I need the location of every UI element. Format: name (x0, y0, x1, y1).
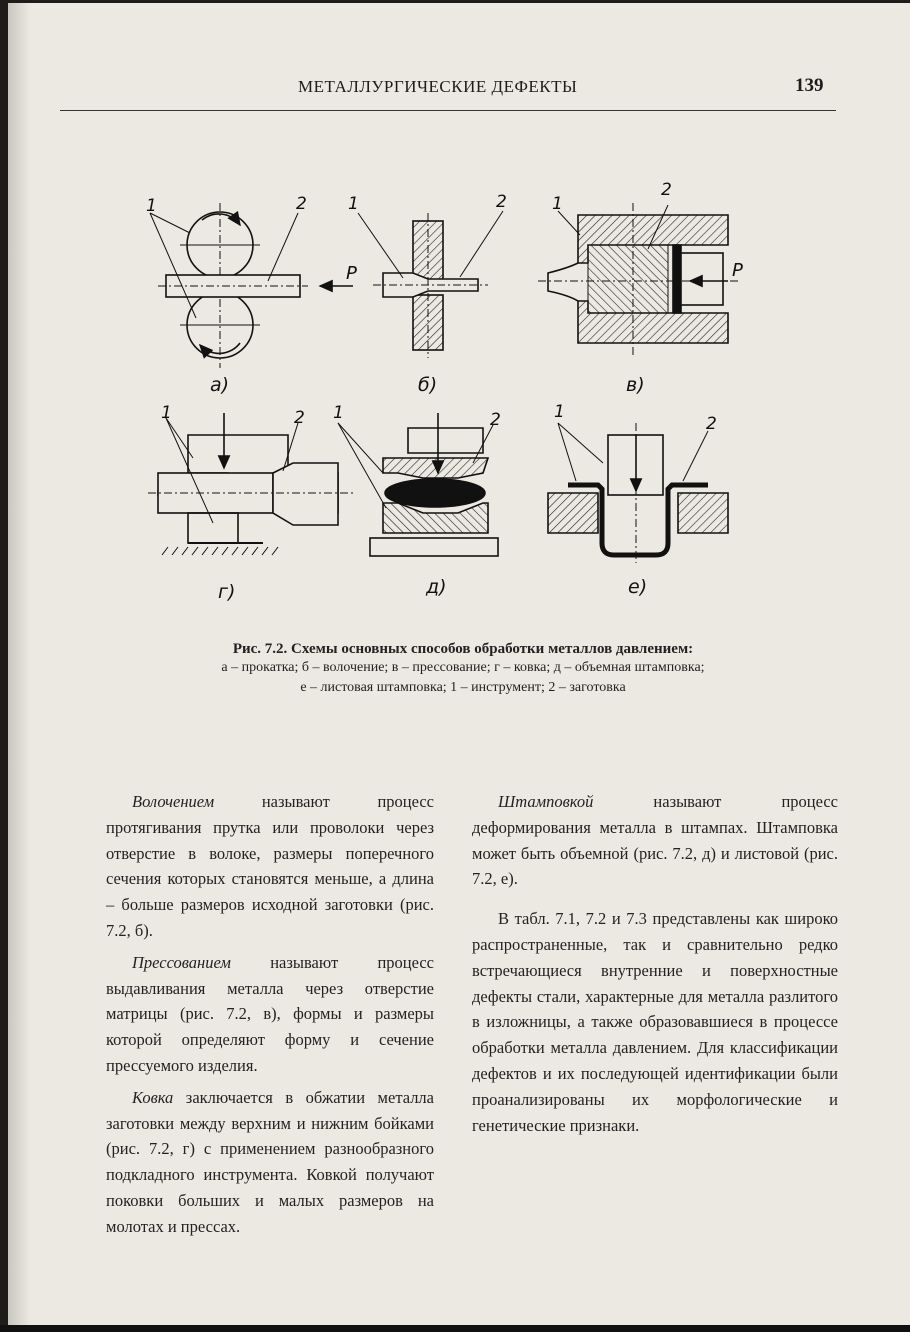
text-drawing: называют процесс протягивания прутка или проволоки через отверстие в волоке, размеры поперечного сечения которых становятся меньше, а длина – больше размеров исходной заготовки (рис. 7.2, б). (106, 792, 434, 940)
callout-2-d: 2 (294, 408, 305, 428)
page-number: 139 (795, 75, 824, 96)
scan-edge (0, 1325, 910, 1332)
paragraph-stamping (472, 789, 838, 892)
callout-1-a: 1 (146, 196, 157, 216)
diagram-rolling (150, 203, 353, 368)
diagram-extrusion (538, 203, 738, 358)
text-forging: заключается в обжатии металла заготовки между верхним и нижним бойками (рис. 7.2, г) с применением разнообразного подкладного инструмента. Ковкой получают поковки больших и малых размеров на молотах и прессах. (106, 1087, 434, 1236)
term-extrusion: Прессованием (132, 952, 231, 972)
callout-2-e: 2 (490, 410, 501, 430)
label-d: г) (218, 581, 236, 603)
callout-1-d: 1 (161, 403, 172, 423)
paragraph-forging (106, 1085, 434, 1240)
book-page (8, 3, 910, 1325)
caption-line-2: е – листовая штамповка; 1 – инструмент; 2 – заготовка (300, 680, 626, 695)
figure-7-2 (128, 173, 748, 613)
label-e: д) (426, 576, 447, 598)
label-f: е) (628, 576, 648, 598)
text-stamping: называют процесс деформирования металла в штампах. Штамповка может быть объемной (рис. 7.2, д) и листовой (рис. 7.2, е). (472, 792, 838, 889)
label-a: а) (210, 374, 230, 396)
callout-1-c: 1 (552, 194, 563, 214)
callout-2-c: 2 (661, 180, 672, 200)
header-rule (60, 110, 836, 111)
term-forging: Ковка (132, 1087, 174, 1107)
term-stamping: Штамповкой (498, 792, 594, 811)
callout-2-f: 2 (706, 414, 717, 434)
term-drawing: Волочением (132, 792, 215, 811)
text-extrusion: называют процесс выдавливания металла через отверстие матрицы (рис. 7.2, в), формы и размеры которой определяют форму и сечение прессуемого изделия. (106, 952, 434, 1075)
callout-1-b: 1 (348, 194, 359, 214)
diagram-drawing (358, 211, 503, 358)
paragraph-tables: В табл. 7.1, 7.2 и 7.3 представлены как широко распространенные, так и сравнительно редко встречающиеся внутренние и поверхностные дефекты стали, характерные для металла разлитого в изложницы, а также образовавшиеся в процессе обработки металла давлением. Для классификации дефектов и их последующей идентификации были проанализированы их морфологические и генетические признаки. (472, 909, 838, 1135)
caption-title: Рис. 7.2. Схемы основных способов обработки металлов давлением: (232, 641, 694, 657)
label-c: в) (626, 374, 645, 396)
force-label-a: P (346, 263, 357, 284)
figure-caption (68, 641, 858, 698)
paragraph-extrusion (106, 950, 434, 1079)
label-b: б) (418, 374, 438, 396)
callout-1-f: 1 (554, 402, 565, 422)
paragraph-drawing (106, 789, 434, 944)
diagram-die-forging (338, 413, 498, 556)
right-column (472, 789, 838, 1138)
callout-2-b: 2 (496, 192, 507, 212)
callout-1-e: 1 (333, 403, 344, 423)
callout-2-a: 2 (296, 194, 307, 214)
left-column (106, 789, 434, 1240)
diagram-forging (148, 413, 353, 555)
force-label-c: P (732, 260, 743, 281)
diagram-sheet-stamping (548, 423, 728, 563)
metal-forming-schematics (128, 173, 748, 613)
caption-line-1: а – прокатка; б – волочение; в – прессование; г – ковка; д – объемная штамповка; (221, 660, 705, 675)
running-header: МЕТАЛЛУРГИЧЕСКИЕ ДЕФЕКТЫ (298, 77, 578, 96)
